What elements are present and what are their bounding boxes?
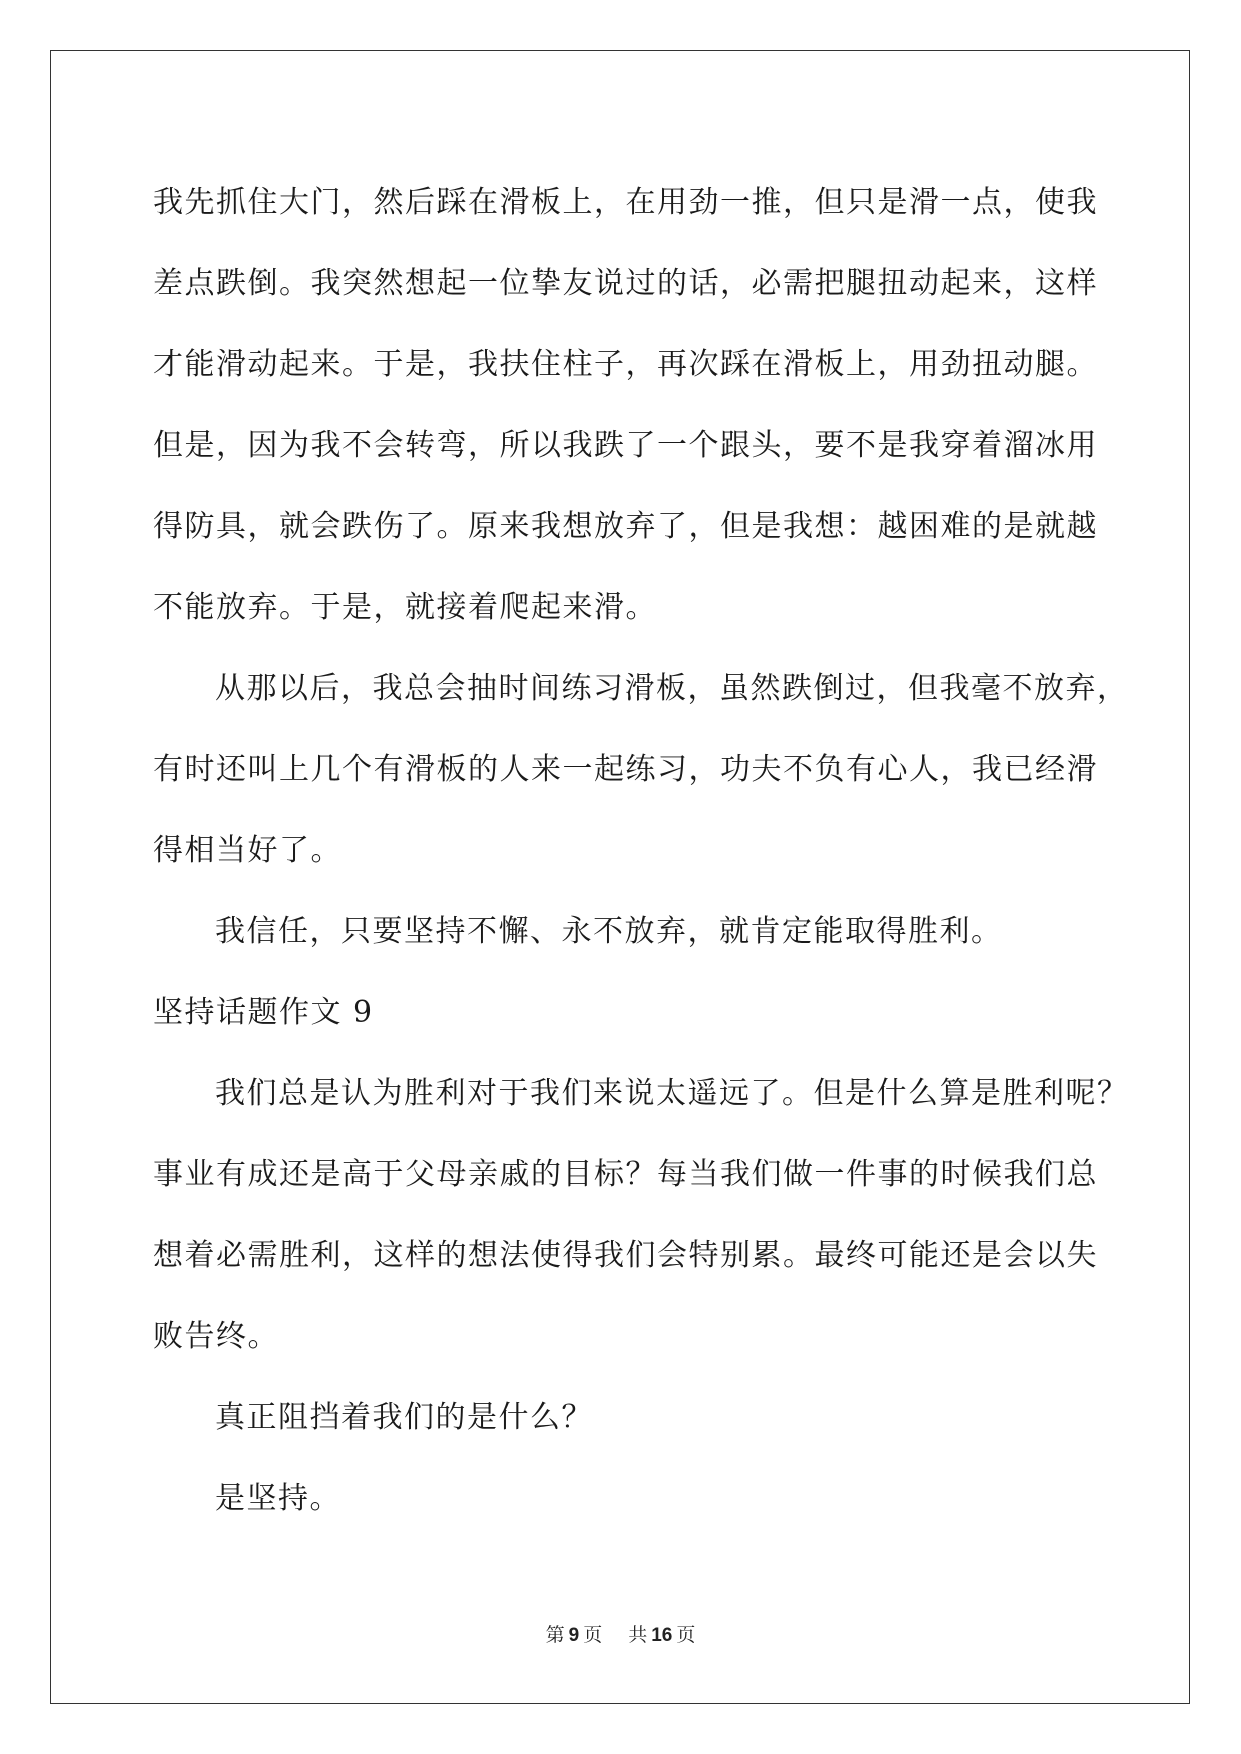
text-line: 我先抓住大门，然后踩在滑板上，在用劲一推，但只是滑一点，使我	[153, 185, 1098, 220]
text-line: 但是，因为我不会转弯，所以我跌了一个跟头，要不是我穿着溜冰用	[153, 428, 1098, 463]
text-line: 是坚持。	[215, 1481, 341, 1516]
section-heading: 坚持话题作文 9	[153, 995, 374, 1030]
text-line: 才能滑动起来。于是，我扶住柱子，再次踩在滑板上，用劲扭动腿。	[153, 347, 1098, 382]
text-line: 我信任，只要坚持不懈、永不放弃，就肯定能取得胜利。	[215, 914, 1003, 949]
text-line: 不能放弃。于是，就接着爬起来滑。	[153, 590, 657, 625]
page-prefix: 第	[545, 1624, 565, 1646]
page-number: 9	[568, 1625, 580, 1646]
page-suffix: 页	[583, 1624, 603, 1646]
text-line: 事业有成还是高于父母亲戚的目标？每当我们做一件事的时候我们总	[153, 1157, 1098, 1192]
text-line: 差点跌倒。我突然想起一位挚友说过的话，必需把腿扭动起来，这样	[153, 266, 1098, 301]
total-prefix: 共	[628, 1624, 648, 1646]
text-line: 得相当好了。	[153, 833, 342, 868]
total-pages: 16	[651, 1625, 673, 1646]
text-line: 得防具，就会跌伤了。原来我想放弃了，但是我想：越困难的是就越	[153, 509, 1098, 544]
text-line: 我们总是认为胜利对于我们来说太遥远了。但是什么算是胜利呢？	[215, 1076, 1129, 1111]
text-line: 败告终。	[153, 1319, 279, 1354]
text-line: 有时还叫上几个有滑板的人来一起练习，功夫不负有心人，我已经滑	[153, 752, 1098, 787]
text-line: 想着必需胜利，这样的想法使得我们会特别累。最终可能还是会以失	[153, 1238, 1098, 1273]
text-line: 真正阻挡着我们的是什么？	[215, 1400, 593, 1435]
page-footer	[0, 1620, 1241, 1647]
total-suffix: 页	[676, 1624, 696, 1646]
text-line: 从那以后，我总会抽时间练习滑板，虽然跌倒过，但我毫不放弃，	[215, 671, 1129, 706]
document-body	[153, 162, 1129, 1539]
